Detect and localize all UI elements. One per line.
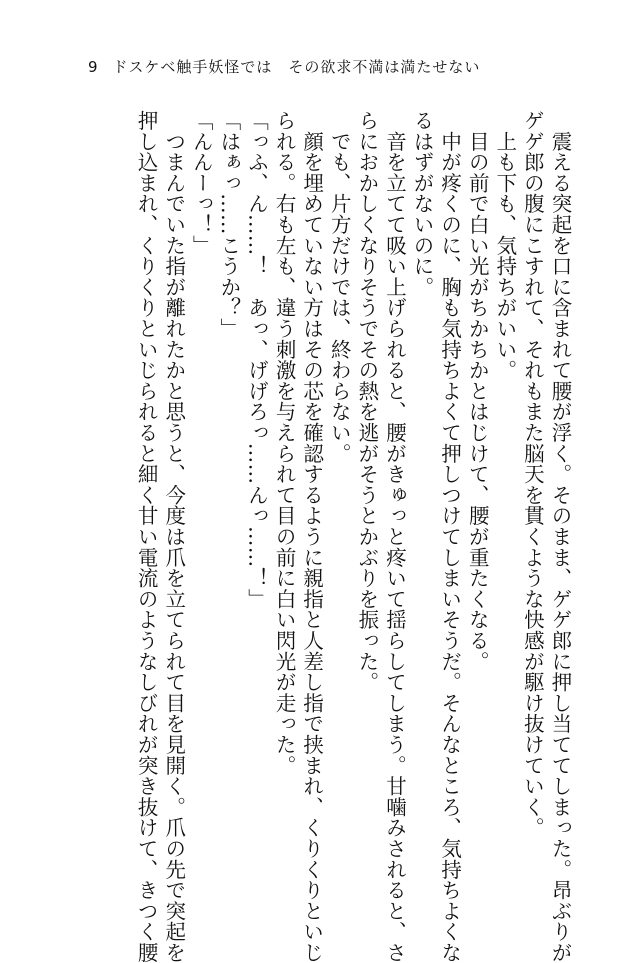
text-line: 「はぁっ……こうか？」: [216, 110, 241, 339]
text-line: ゲゲ郎の腹にこすれて、それもまた脳天を貫くような快感が駆け抜けていく。: [520, 110, 545, 838]
text-line: 押し込まれ、くりくりといじられると細く甘い電流のようなしびれが突き抜けて、きつく腰: [134, 110, 159, 963]
text-line: 上も下も、気持ちがいい。: [492, 110, 517, 381]
text-line: 音を立てて吸い上げられると、腰がきゅっと疼いて揺らしてしまう。甘噛みされると、さ: [382, 110, 407, 963]
text-line: るはずがないのに。: [410, 110, 435, 298]
page-number: 9: [88, 58, 99, 76]
running-header: [88, 56, 480, 78]
book-title: ドスケベ触手妖怪では その欲求不満は満たせない: [112, 58, 481, 76]
body-text: [132, 110, 574, 963]
text-line: 顔を埋めていない方はその芯を確認するように親指と人差し指で挟まれ、くりくりといじ: [299, 110, 324, 963]
text-line: られる。右も左も、違う刺激を与えられて目の前に白い閃光が走った。: [272, 110, 297, 776]
text-line: らにおかしくなりそうでその熱を逃がそうとかぶりを振った。: [354, 110, 379, 693]
text-line: つまんでいた指が離れたかと思うと、今度は爪を立てられて目を見開く。爪の先で突起を: [161, 110, 186, 963]
text-line: でも、片方だけでは、終わらない。: [327, 110, 352, 464]
text-line: 震える突起を口に含まれて腰が浮く。そのまま、ゲゲ郎に押し当ててしまった。昂ぶりが: [548, 110, 572, 963]
text-line: 目の前で白い光がちかちかとはじけて、腰が重たくなる。: [465, 110, 490, 672]
text-line: 中が疼くのに、胸も気持ちよくて押しつけてしまいそうだ。そんなところ、気持ちよくな: [437, 110, 462, 963]
text-line: 「っふ、ん……！ あっ、げげろっ……んっ……！」: [244, 110, 269, 610]
text-line: 「んんーっ！」: [189, 110, 214, 256]
